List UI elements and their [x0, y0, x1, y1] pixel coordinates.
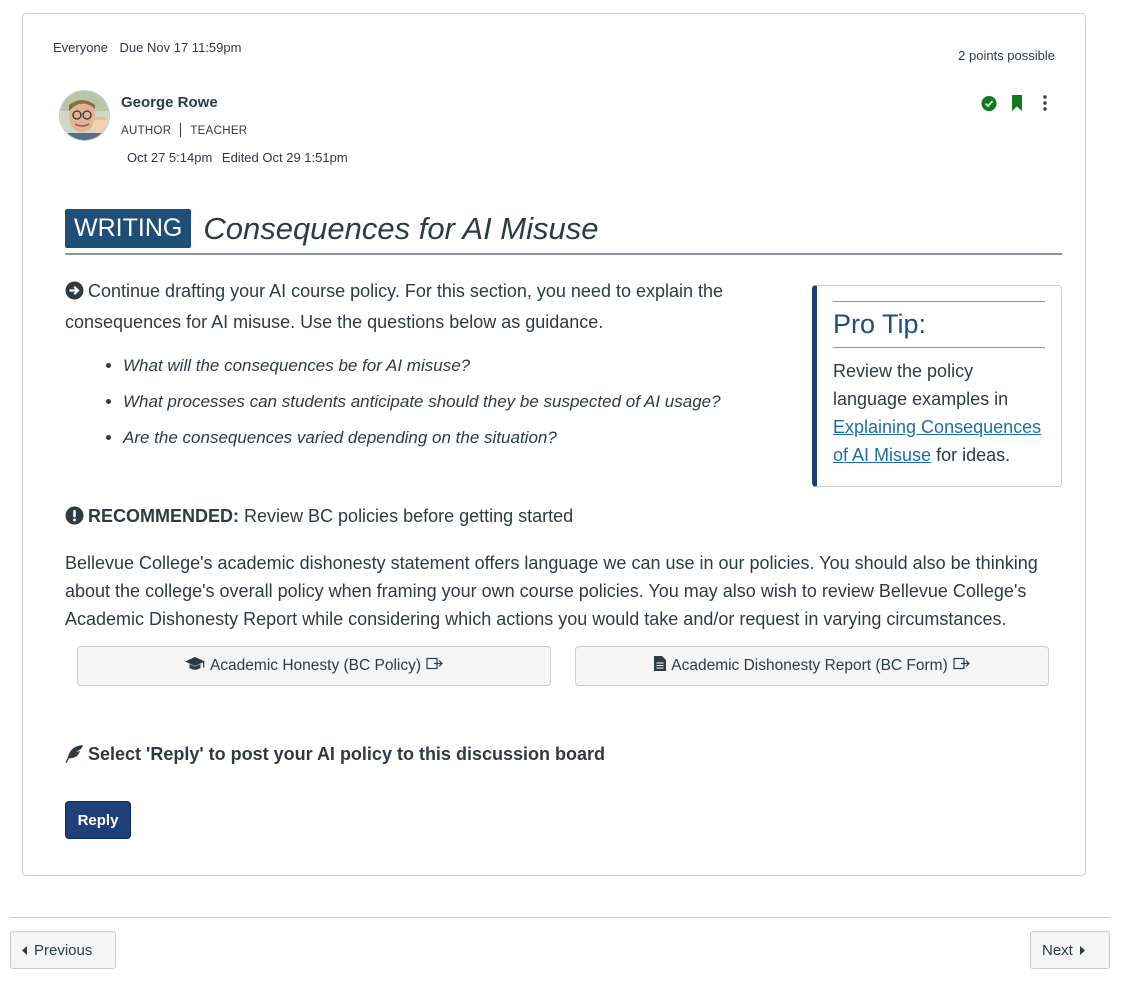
academic-dishonesty-report-label: Academic Dishonesty Report (BC Form): [671, 657, 948, 674]
recommended-text: Review BC policies before getting started: [244, 506, 574, 526]
pro-tip-title: Pro Tip:: [833, 301, 1045, 348]
divider: [10, 917, 1110, 918]
graduation-cap-icon: [185, 657, 205, 676]
pro-tip-text: Review the policy language examples in: [833, 361, 1009, 409]
reply-button[interactable]: Reply: [65, 801, 131, 839]
role-teacher: TEACHER: [190, 125, 248, 137]
pro-tip-body: [833, 357, 1045, 469]
pro-tip-callout: [812, 285, 1062, 487]
reply-instructions-text: Select 'Reply' to post your AI policy to this discussion board: [88, 744, 605, 764]
guidance-questions: [123, 348, 721, 456]
academic-honesty-policy-label: Academic Honesty (BC Policy): [209, 657, 422, 674]
section-badge: WRITING: [65, 209, 191, 248]
points-possible: 2 points possible: [958, 48, 1055, 63]
academic-honesty-policy-button[interactable]: [77, 646, 551, 686]
exclamation-circle-icon: [65, 506, 84, 530]
post-dates: [127, 150, 348, 165]
feather-icon: [65, 745, 84, 768]
pro-tip-text-after: for ideas.: [936, 445, 1011, 465]
list-item: • Are the consequences varied depending on the situation?: [123, 420, 721, 456]
posted-date: Oct 27 5:14pm: [127, 150, 213, 165]
academic-dishonesty-report-button[interactable]: [575, 646, 1049, 686]
audience-label: Everyone: [53, 40, 108, 55]
instructions: [65, 277, 765, 336]
caret-right-icon: [1079, 942, 1085, 959]
reply-instructions: [65, 744, 605, 768]
caret-left-icon: [22, 942, 28, 959]
next-button[interactable]: [1030, 931, 1110, 969]
arrow-circle-right-icon: [65, 280, 84, 308]
external-link-icon: [953, 657, 970, 675]
next-label: Next: [1042, 941, 1073, 959]
author-roles: [121, 123, 247, 137]
discussion-topic-card: [22, 13, 1086, 876]
instructions-text: Continue drafting your AI course policy. For this section, you need to explain the consequences for AI misuse. Use the questions below as guidance.: [65, 281, 724, 332]
file-text-icon: [654, 656, 666, 676]
bookmark-icon[interactable]: [1009, 94, 1025, 112]
role-author: AUTHOR: [121, 125, 172, 137]
avatar[interactable]: [59, 90, 110, 141]
due-date: Due Nov 17 11:59pm: [119, 40, 242, 55]
list-item: • What will the consequences be for AI misuse?: [123, 348, 721, 384]
topic-actions: [981, 94, 1053, 112]
assignment-meta: [53, 40, 241, 55]
policy-paragraph: Bellevue College's academic dishonesty statement offers language we can use in our policies. You should also be thinking about the college's overall policy when framing your own course policies. You may also wish to review Bellevue College's Academic Dishonesty Report while considering which actions you would take and/or request in varying circumstances.: [65, 553, 1038, 629]
role-separator: [180, 123, 181, 137]
previous-label: Previous: [34, 941, 93, 959]
kebab-menu-icon[interactable]: [1037, 94, 1053, 112]
external-link-icon: [426, 657, 443, 675]
author-name[interactable]: George Rowe: [121, 94, 218, 111]
previous-button[interactable]: [10, 931, 116, 969]
list-item: • What processes can students anticipate should they be suspected of AI usage?: [123, 384, 721, 420]
recommended-heading: [65, 506, 573, 530]
section-heading: [65, 209, 1062, 255]
explaining-consequences-link[interactable]: Explaining Consequences of AI Misuse: [833, 417, 1042, 465]
recommended-label: RECOMMENDED:: [88, 506, 239, 526]
check-circle-icon[interactable]: [981, 94, 997, 112]
edited-date: Edited Oct 29 1:51pm: [221, 150, 348, 165]
page-title: Consequences for AI Misuse: [203, 211, 599, 246]
